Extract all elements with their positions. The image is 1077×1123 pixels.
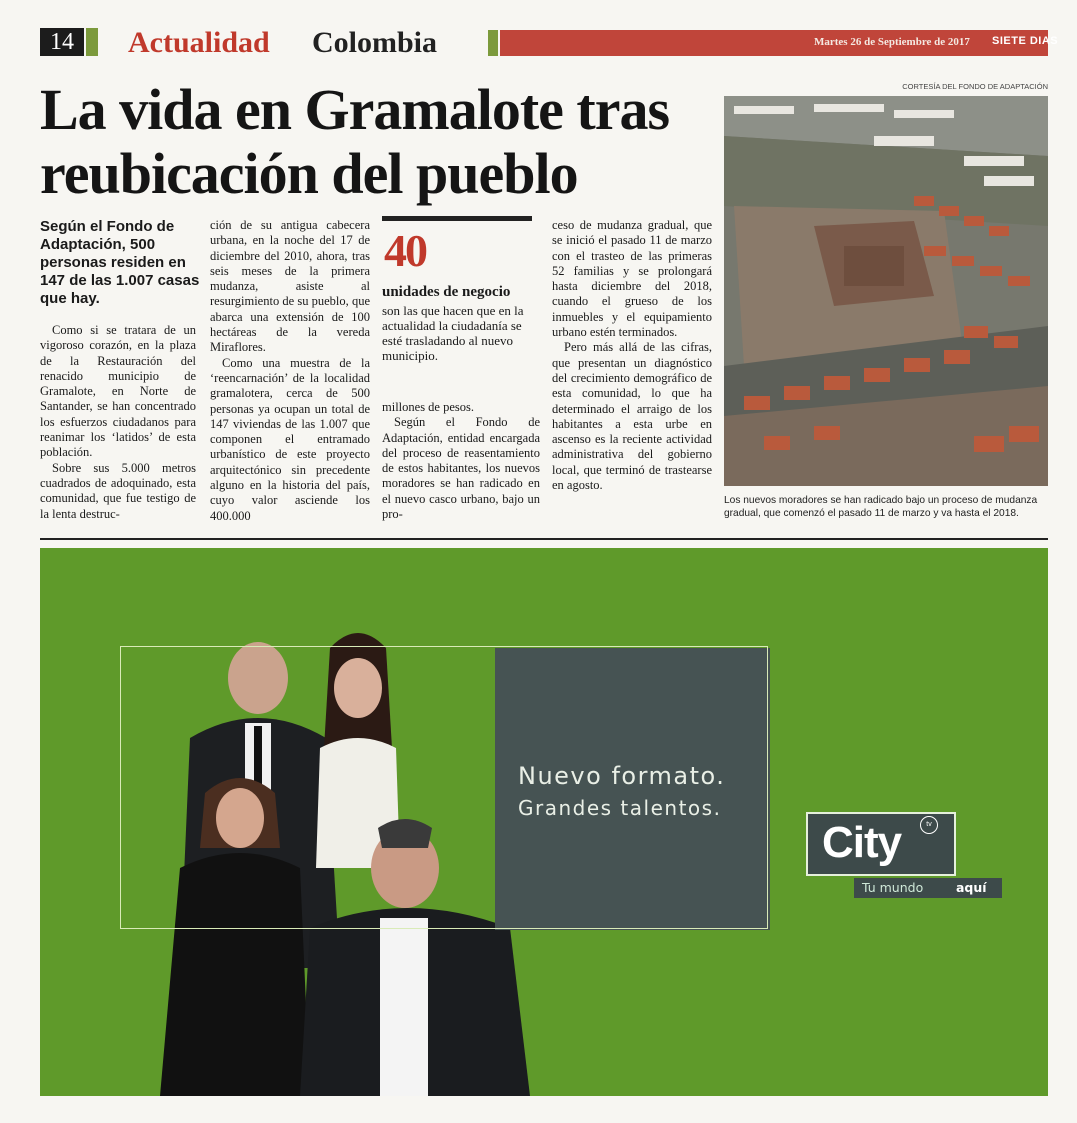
slogan-emphasis: aquí xyxy=(956,880,987,895)
article-column-4 xyxy=(552,218,712,493)
photo-caption: Los nuevos moradores se han radicado bajo un proceso de mudanza gradual, que comenzó el pasado 11 de marzo y va hasta el 2018. xyxy=(724,495,1038,519)
headline-line-1: La vida en Gramalote tras xyxy=(40,77,670,142)
ad-tagline-2: Grandes talentos. xyxy=(518,796,722,820)
aerial-town-photo xyxy=(724,96,1048,486)
stat-number: 40 xyxy=(384,225,426,276)
headline-line-2: reubicación del pueblo xyxy=(40,141,578,206)
stat-description: son las que hacen que en la actualidad la ciudadanía se esté trasladando al nuevo municipio. xyxy=(382,303,524,363)
page-number-accent xyxy=(86,28,98,56)
article-column-2 xyxy=(210,218,370,524)
paragraph: Según el Fondo de Adaptación, entidad encargada del proceso de reasentamiento de estos habitantes, los nuevos moradores se han radicado en el nuevo casco urbano, bajo un pro- xyxy=(382,415,540,522)
photo-credit: CORTESÍA DEL FONDO DE ADAPTACIÓN xyxy=(902,82,1048,91)
slogan-text: Tu mundo xyxy=(862,880,924,895)
tv-badge-icon: tv xyxy=(920,816,938,834)
city-logo-text: City xyxy=(822,818,902,867)
paragraph: Sobre sus 5.000 metros cuadrados de adoquinado, esta comunidad, que fue testigo de la lenta destruc- xyxy=(40,460,196,521)
paragraph: millones de pesos. xyxy=(382,400,475,414)
ad-tagline-1: Nuevo formato. xyxy=(518,762,726,790)
article-column-1 xyxy=(40,323,196,522)
headline xyxy=(40,78,720,206)
aerial-photo-illustration xyxy=(724,96,1048,486)
stat-label: unidades de negocio xyxy=(382,284,511,300)
paragraph: ceso de mudanza gradual, que se inició el pasado 11 de marzo con el trasteo de las primeras 52 familias y se prolongará hasta diciembre del 2018, cuando el grueso de los inmuebles y el equipamiento urbano estén terminados. xyxy=(552,218,712,340)
article-deck: Según el Fondo de Adaptación, 500 personas residen en 147 de las 1.007 casas que hay. xyxy=(40,218,200,307)
issue-date: Martes 26 de Septiembre de 2017 xyxy=(814,36,970,48)
paragraph: Como si se tratara de un vigoroso corazón, en la plaza de la Restauración del renacido municipio de Gramalote, en Norte de Santander, se han concentrado los esfuerzos ciudadanos para reanimar los ‘latidos’ de esta población. xyxy=(40,323,196,460)
section-divider xyxy=(40,538,1048,540)
paragraph: ción de su antigua cabecera urbana, en la noche del 17 de diciembre del 2010, ahora, tras seis meses de la primera mudanza, asiste al resurgimiento de su pueblo, que abarca una extensión de 100 hectáreas de la vereda Miraflores. xyxy=(210,218,370,355)
page-number: 14 xyxy=(40,28,84,56)
section-subname: Colombia xyxy=(312,26,438,59)
header-accent xyxy=(488,30,498,56)
paragraph: Pero más allá de las cifras, que presentan un diagnóstico del crecimiento demográfico de esta comunidad, lo que ha determinado el arraigo de los habitantes a esta urbe en ascenso es la reciente actividad administrativa del gobierno local, que terminó de trastearse en agosto. xyxy=(552,340,712,493)
article-column-3 xyxy=(382,400,540,522)
publication-brand: SIETE DIAS xyxy=(992,35,1059,47)
section-name: Actualidad xyxy=(128,26,270,59)
paragraph: Como una muestra de la ‘reencarnación’ de la localidad gramalotera, cerca de 500 personas ya ocupan un total de 147 viviendas de las 1.007 que componen el entramado urbanístico de este proyecto arquitectónico sin precedente alguno en la historia del país, cuyo valor asciende los 400.000 xyxy=(210,355,370,523)
stat-rule xyxy=(382,216,532,221)
